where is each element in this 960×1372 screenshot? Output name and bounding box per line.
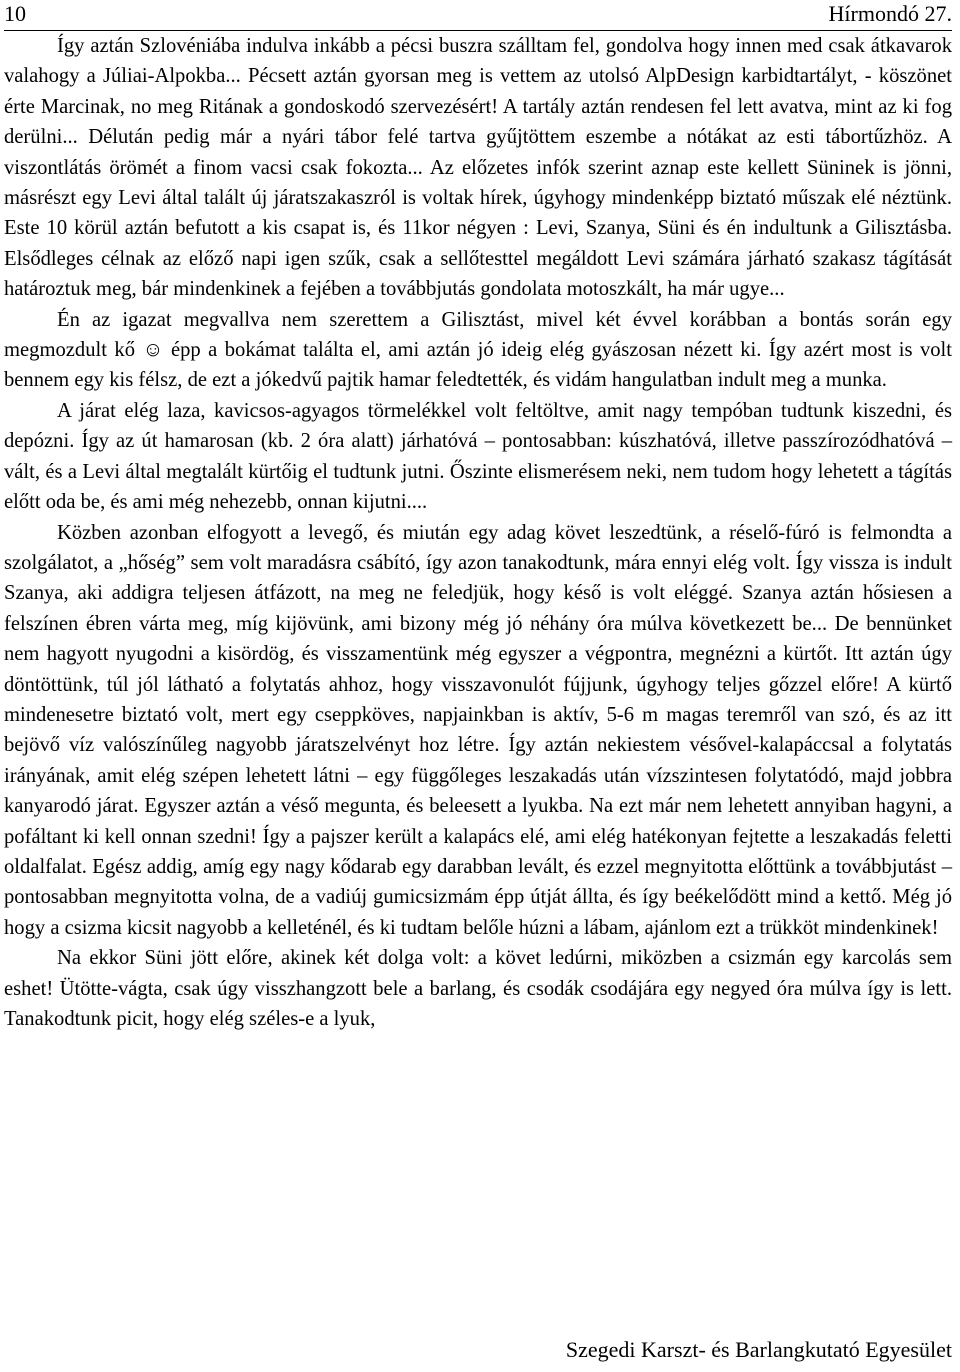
page-number: 10 — [4, 1, 26, 26]
page-header — [4, 0, 952, 31]
paragraph: Én az igazat megvallva nem szerettem a Gilisztást, mivel két évvel korábban a bontás során egy megmozdult kő ☺ épp a bokámat találta el, ami aztán jó ideig elég gyászosan nézett ki. Így azért most is volt bennem egy kis félsz, de ezt a jókedvű pajtik hamar feledtették, és vidám hangulatban indult meg a munka. — [4, 308, 952, 392]
article-body — [4, 31, 952, 1034]
paragraph: Na ekkor Süni jött előre, akinek két dolga volt: a követ ledúrni, miközben a csizmán egy karcolás sem eshet! Ütötte-vágta, csak úgy visszhangzott bele a barlang, és csodák csodájára egy negyed óra múlva így is lett. Tanakodtunk picit, hogy elég széles-e a lyuk, — [4, 947, 952, 1030]
page-footer: Szegedi Karszt- és Barlangkutató Egyesület — [565, 1337, 952, 1362]
paragraph: Közben azonban elfogyott a levegő, és miután egy adag követ leszedtünk, a réselő-fúró is felmondta a szolgálatot, a „hőség” sem volt maradásra csábító, így azon tanakodtunk, mára ennyi elég volt. Így vissza is indult Szanya, aki addigra teljesen átfázott, na meg ne feledjük, hogy késő is volt eléggé. Szanya aztán hősiesen a felszínen ébren várta meg, míg kijövünk, ami bizony még jó néhány óra múlva következett be... De bennünket nem hagyott nyugodni a kisördög, és visszamentünk még egyszer a végpontra, megnézni a kürtőt. Itt aztán úgy döntöttünk, túl jól látható a folytatás ahhoz, hogy visszavonulót fújjunk, úgyhogy teljes gőzzel előre! A kürtő mindenesetre biztató volt, mert egy cseppköves, napjainkban is aktív, 5-6 m magas teremről van szó, és az itt bejövő víz valószínűleg nagyobb járatszelvényt hoz létre. Így aztán nekiestem vésővel-kalapáccsal a folytatás irányának, amit elég szépen lehetett látni – egy függőleges leszakadás után vízszintesen folytatódó, majd jobbra kanyarodó járat. Egyszer aztán a véső megunta, és beleesett a lyukba. Na ezt már nem lehetett annyiban hagyni, a pofáltant ki kell onnan szedni! Így a pajszer került a kalapács elé, ami elég hatékonyan fejtette a leszakadás feletti oldalfalat. Egész addig, amíg egy nagy kődarab egy darabban levált, és ezzel megnyitotta előttünk a továbbjutást – pontosabban megnyitotta volna, de a vadiúj gumicsizmám épp útját állta, és így beékelődött mind a kettő. Még jó hogy a csizma kicsit nagyobb a kelleténél, és ki tudtam belőle húzni a lábam, ajánlom ezt a trükköt mindenkinek! — [4, 521, 952, 939]
journal-title: Hírmondó 27. — [828, 1, 952, 26]
document-page — [4, 0, 952, 1372]
paragraph: A járat elég laza, kavicsos-agyagos törmelékkel volt feltöltve, amit nagy tempóban tudtunk kiszedni, és depózni. Így az út hamarosan (kb. 2 óra alatt) járhatóvá – pontosabban: kúszhatóvá, illetve passzírozódhatóvá – vált, és a Levi által megtalált kürtőig el tudtunk jutni. Őszinte elismerésem neki, nem tudom hogy lehetett a tágítás előtt oda be, és ami még nehezebb, onnan kijutni.... — [4, 399, 952, 514]
paragraph: Így aztán Szlovéniába indulva inkább a pécsi buszra szálltam fel, gondolva hogy innen med csak átkavarok valahogy a Júliai-Alpokba... Pécsett aztán gyorsan meg is vettem az utolsó AlpDesign karbidtartályt, - köszönet érte Marcinak, no meg Ritának a gondoskodó szervezésért! A tartály aztán rendesen fel lett avatva, mint az ki fog derülni... Délután pedig már a nyári tábor felé tartva gyűjtöttem eszembe a nótákat az esti tábortűzhöz. A viszontlátás örömét a finom vacsi csak fokozta... Az előzetes infók szerint aznap este kellett Süninek is jönni, másrészt egy Levi által talált új járatszakaszról is voltak hírek, úgyhogy mindenképp biztató műszak elé néztünk. Este 10 körül aztán befutott a kis csapat is, és 11kor négyen : Levi, Szanya, Süni és én indultunk a Gilisztásba. Elsődleges célnak az előző napi igen szűk, csak a sellőtesttel megáldott Levi számára járható szakasz tágítását határoztuk meg, bár mindenkinek a fejében a továbbjutás gondolata motoszkált, ha már ugye... — [4, 35, 952, 301]
